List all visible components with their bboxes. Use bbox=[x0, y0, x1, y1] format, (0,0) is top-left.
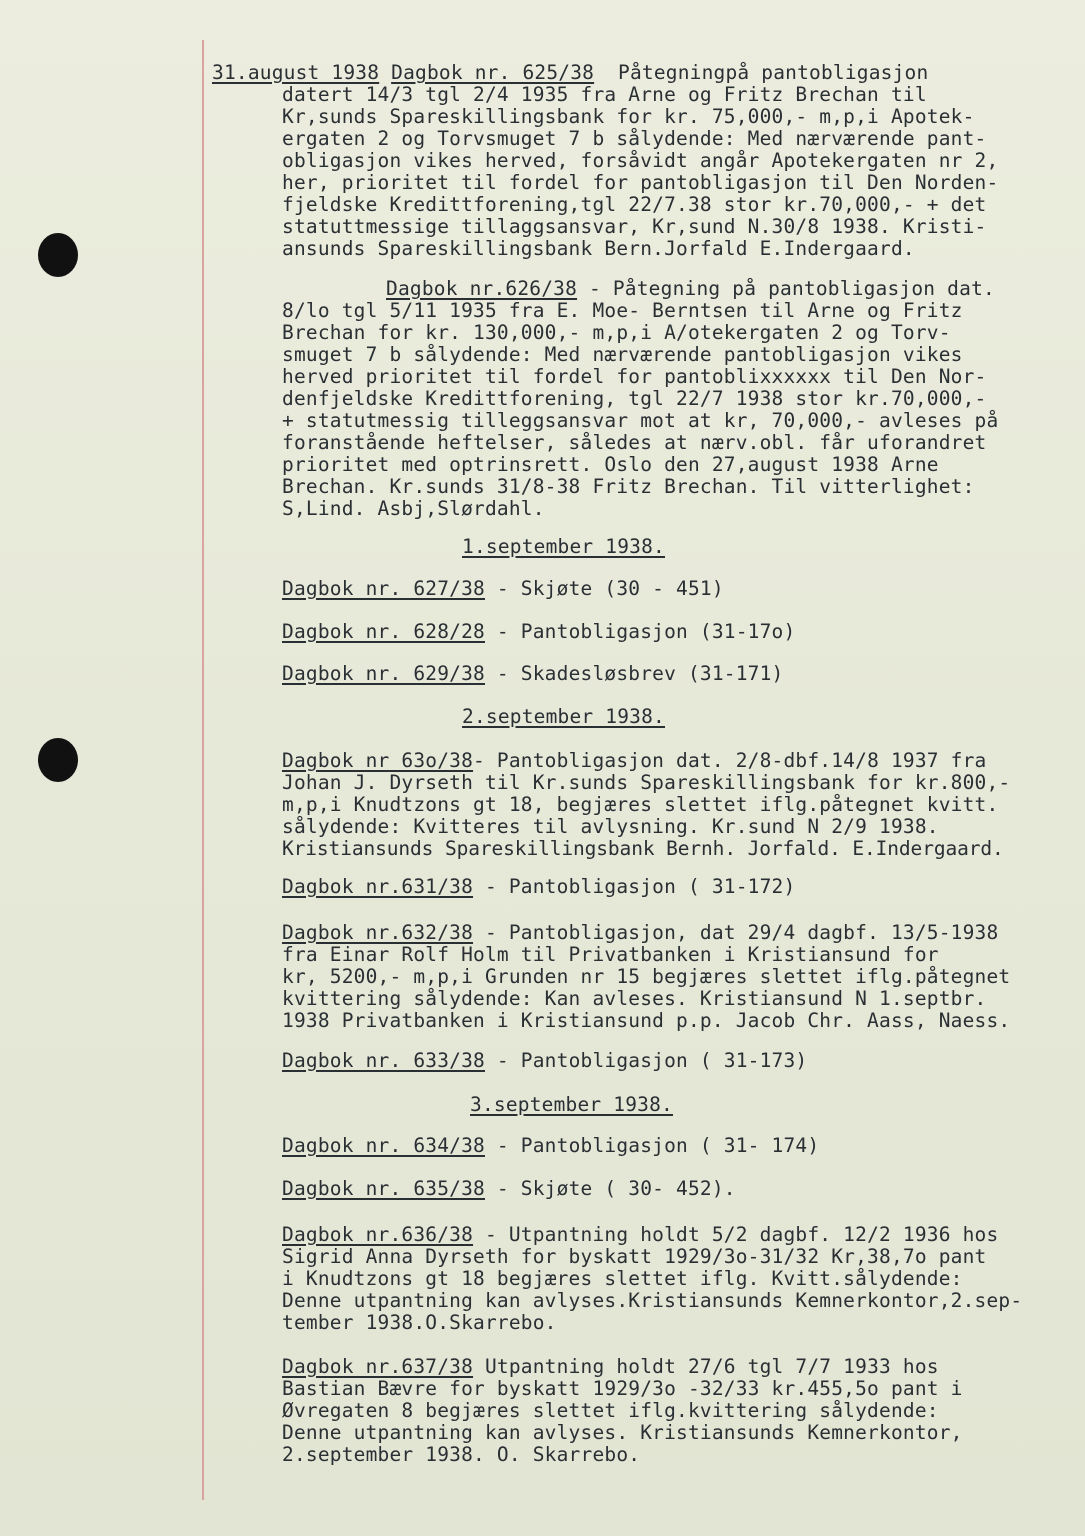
entry-line bbox=[282, 1135, 819, 1157]
entry-line: her, prioritet til fordel for pantobligasjon til Den Norden- bbox=[282, 171, 999, 194]
date-heading: 3.september 1938. bbox=[470, 1093, 673, 1116]
dagbok-ref: Dagbok nr 63o/38 bbox=[282, 749, 474, 772]
entry-line bbox=[282, 621, 795, 643]
entry-line: Kr,sunds Spareskillingsbank for kr. 75,000,- m,p,i Apotek- bbox=[282, 105, 975, 128]
dagbok-ref: Dagbok nr.626/38 bbox=[386, 277, 578, 300]
punch-hole bbox=[38, 233, 78, 277]
date-heading: 2.september 1938. bbox=[462, 705, 665, 728]
entry-line: S,Lind. Asbj,Slørdahl. bbox=[282, 497, 545, 520]
entry-line bbox=[282, 1356, 939, 1378]
entry-line: Øvregaten 8 begjæres slettet iflg.kvittering sålydende: bbox=[282, 1399, 939, 1422]
entry-line: Kristiansunds Spareskillingsbank Bernh. Jorfald. E.Indergaard. bbox=[282, 837, 1004, 860]
entry-line: ergaten 2 og Torvsmuget 7 b sålydende: Med nærværende pant- bbox=[282, 127, 987, 150]
entry-line bbox=[282, 663, 783, 685]
entry-text: - Skjøte (30 - 451) bbox=[484, 577, 724, 600]
entry-text: - Pantobligasjon ( 31-173) bbox=[484, 1049, 808, 1072]
entry-line: kvittering sålydende: Kan avleses. Kristiansund N 1.septbr. bbox=[282, 987, 987, 1010]
dagbok-ref: Dagbok nr. 633/38 bbox=[282, 1049, 485, 1072]
entry-text: - Pantobligasjon, dat 29/4 dagbf. 13/5-1938 bbox=[473, 921, 999, 944]
entry-line: prioritet med optrinsrett. Oslo den 27,august 1938 Arne bbox=[282, 453, 939, 476]
entry-line: denfjeldske Kredittforening, tgl 22/7 1938 stor kr.70,000,- bbox=[282, 387, 987, 410]
entry-line: 2.september 1938. O. Skarrebo. bbox=[282, 1443, 641, 1466]
entry-line bbox=[282, 1224, 998, 1246]
entry-text: - Pantobligasjon dat. 2/8-dbf.14/8 1937 fra bbox=[473, 749, 987, 772]
entry-line: fra Einar Rolf Holm til Privatbanken i Kristiansund for bbox=[282, 943, 939, 966]
entry-text: - Skadesløsbrev (31-171) bbox=[484, 662, 784, 685]
entry-line bbox=[282, 750, 986, 772]
dagbok-ref: Dagbok nr.632/38 bbox=[282, 921, 474, 944]
entry-line bbox=[282, 1178, 736, 1200]
entry-line: Denne utpantning kan avlyses.Kristiansunds Kemnerkontor,2.sep- bbox=[282, 1289, 1023, 1312]
entry-line: kr, 5200,- m,p,i Grunden nr 15 begjæres slettet iflg.påtegnet bbox=[282, 965, 1011, 988]
entry-line: Bastian Bævre for byskatt 1929/3o -32/33 kr.455,5o pant i bbox=[282, 1377, 963, 1400]
entry-line bbox=[386, 278, 995, 300]
entry-line: fjeldske Kredittforening,tgl 22/7.38 stor kr.70,000,- + det bbox=[282, 193, 987, 216]
entry-line: datert 14/3 tgl 2/4 1935 fra Arne og Fritz Brechan til bbox=[282, 83, 927, 106]
dagbok-ref: Dagbok nr.631/38 bbox=[282, 875, 474, 898]
entry-text: - Pantobligasjon (31-17o) bbox=[484, 620, 796, 643]
entry-line: foranstående heftelser, således at nærv.obl. får uforandret bbox=[282, 431, 987, 454]
entry-text: - Skjøte ( 30- 452). bbox=[484, 1177, 736, 1200]
entry-text: - Pantobligasjon ( 31-172) bbox=[473, 875, 796, 898]
entry-line bbox=[282, 922, 998, 944]
entry-line: Denne utpantning kan avlyses. Kristiansunds Kemnerkontor, bbox=[282, 1421, 963, 1444]
date-heading: 31.august 1938 bbox=[212, 61, 380, 84]
punch-hole bbox=[38, 738, 78, 782]
entry-line: 1938 Privatbanken i Kristiansund p.p. Jacob Chr. Aass, Naess. bbox=[282, 1009, 1011, 1032]
entry-text: - Utpantning holdt 5/2 dagbf. 12/2 1936 hos bbox=[473, 1223, 999, 1246]
entry-line: tember 1938.O.Skarrebo. bbox=[282, 1311, 557, 1334]
dagbok-ref: Dagbok nr. 628/28 bbox=[282, 620, 485, 643]
entry-line: 8/lo tgl 5/11 1935 fra E. Moe- Berntsen til Arne og Fritz bbox=[282, 299, 963, 322]
dagbok-ref: Dagbok nr.636/38 bbox=[282, 1223, 474, 1246]
entry-text: - Pantobligasjon ( 31- 174) bbox=[484, 1134, 820, 1157]
entry-line bbox=[282, 876, 795, 898]
dagbok-ref: Dagbok nr. 634/38 bbox=[282, 1134, 485, 1157]
entry-line bbox=[282, 1050, 807, 1072]
entry-line: + statutmessig tilleggsansvar mot at kr, 70,000,- avleses på bbox=[282, 409, 999, 432]
entry-line: Sigrid Anna Dyrseth for byskatt 1929/3o-31/32 Kr,38,7o pant bbox=[282, 1245, 987, 1268]
entry-text: - Påtegning på pantobligasjon dat. bbox=[577, 277, 995, 300]
entry-line: Brechan. Kr.sunds 31/8-38 Fritz Brechan. Til vitterlighet: bbox=[282, 475, 975, 498]
entry-text: Påtegningpå pantobligasjon bbox=[618, 61, 929, 84]
dagbok-ref: Dagbok nr. 625/38 bbox=[391, 61, 595, 84]
dagbok-ref: Dagbok nr. 627/38 bbox=[282, 577, 485, 600]
dagbok-ref: Dagbok nr. 635/38 bbox=[282, 1177, 485, 1200]
dagbok-ref: Dagbok nr. 629/38 bbox=[282, 662, 485, 685]
entry-line: Brechan for kr. 130,000,- m,p,i A/otekergaten 2 og Torv- bbox=[282, 321, 951, 344]
entry-line bbox=[212, 62, 928, 84]
entry-line: ansunds Spareskillingsbank Bern.Jorfald E.Indergaard. bbox=[282, 237, 915, 260]
entry-line: Johan J. Dyrseth til Kr.sunds Spareskillingsbank for kr.800,- bbox=[282, 771, 1011, 794]
entry-line: statuttmessige tillaggsansvar, Kr,sund N.30/8 1938. Kristi- bbox=[282, 215, 987, 238]
entry-line bbox=[282, 578, 724, 600]
entry-line: sålydende: Kvitteres til avlysning. Kr.sund N 2/9 1938. bbox=[282, 815, 939, 838]
entry-line: herved prioritet til fordel for pantoblixxxxxx til Den Nor- bbox=[282, 365, 987, 388]
entry-line: smuget 7 b sålydende: Med nærværende pantobligasjon vikes bbox=[282, 343, 963, 366]
entry-line: m,p,i Knudtzons gt 18, begjæres slettet iflg.påtegnet kvitt. bbox=[282, 793, 999, 816]
margin-line bbox=[202, 40, 204, 1500]
entry-text: Utpantning holdt 27/6 tgl 7/7 1933 hos bbox=[473, 1355, 939, 1378]
entry-line: obligasjon vikes herved, forsåvidt angår Apotekergaten nr 2, bbox=[282, 149, 999, 172]
dagbok-ref: Dagbok nr.637/38 bbox=[282, 1355, 474, 1378]
entry-line: i Knudtzons gt 18 begjæres slettet iflg. Kvitt.sålydende: bbox=[282, 1267, 963, 1290]
date-heading: 1.september 1938. bbox=[462, 535, 665, 558]
